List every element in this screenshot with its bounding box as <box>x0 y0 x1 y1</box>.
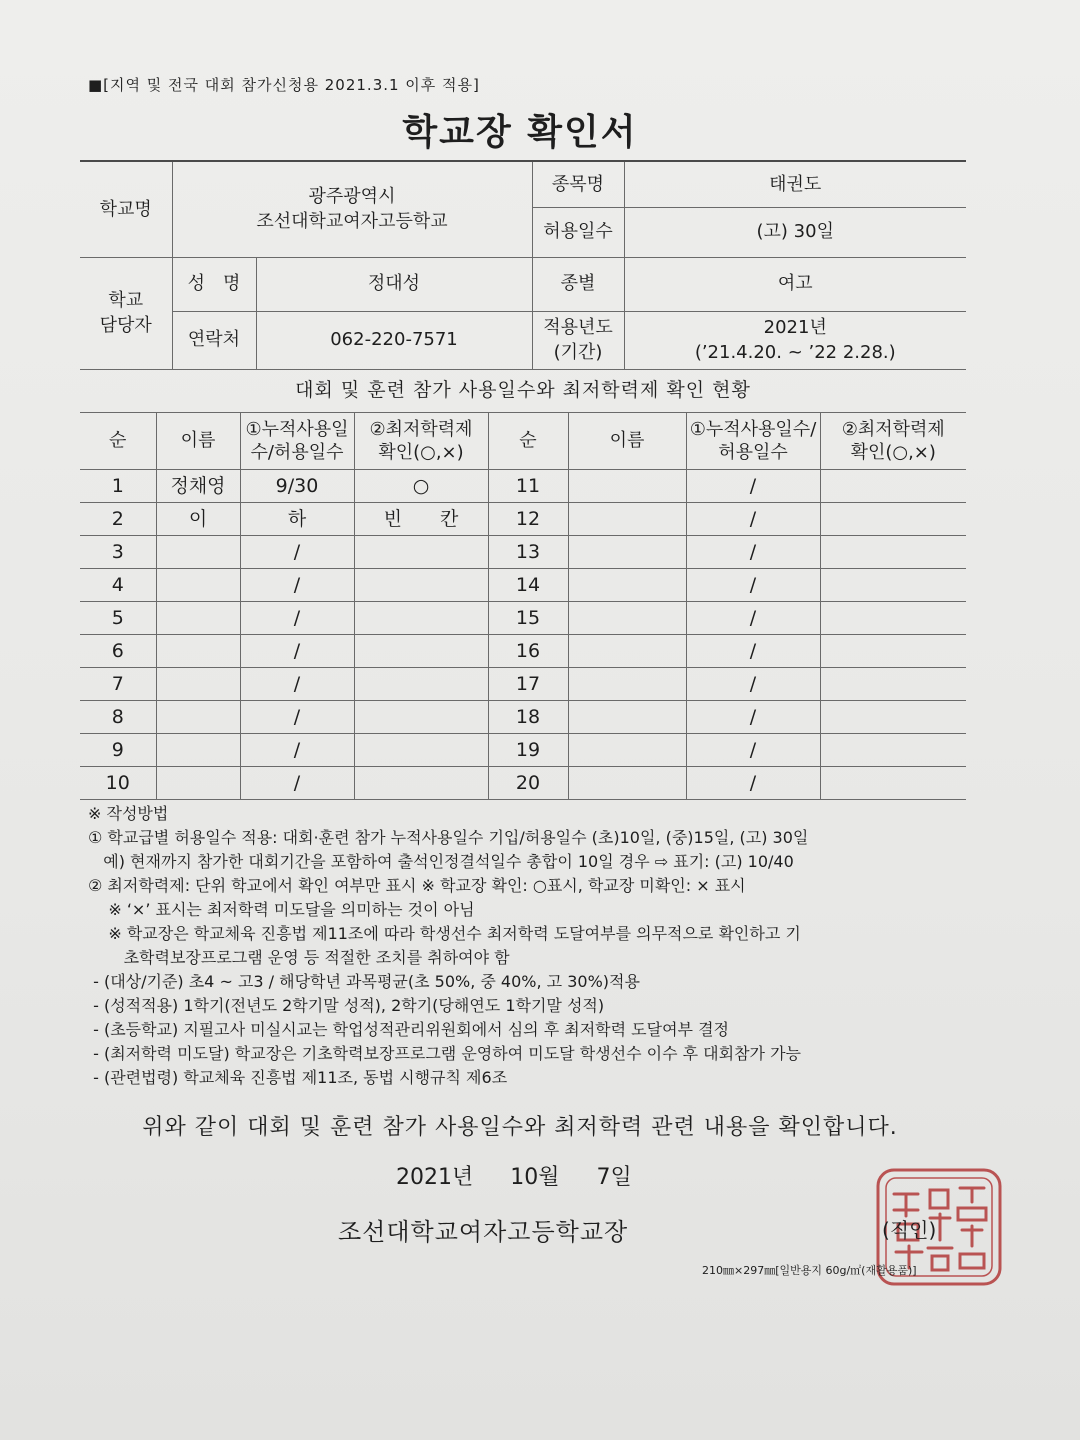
note-line: - (대상/기준) 초4 ~ 고3 / 해당학년 과목평균(초 50%, 중 40%, 고 30%)적용 <box>88 972 640 991</box>
header-days-right-line1: ①누적사용일수/ <box>689 418 817 440</box>
table-row <box>80 734 966 767</box>
table-row <box>80 536 966 569</box>
cell-no-left: 4 <box>80 569 156 602</box>
header-check-right-line2: 확인(○,×) <box>850 442 936 463</box>
cell-name-right <box>568 569 686 602</box>
cell-name-right <box>568 767 686 800</box>
cell-no-right: 13 <box>488 536 568 569</box>
cell-no-right: 17 <box>488 668 568 701</box>
table-row <box>80 503 966 536</box>
note-line: ※ 학교장은 학교체육 진흥법 제11조에 따라 학생선수 최저학력 도달여부를 의무적으로 확인하고 기 <box>88 924 801 943</box>
cell-days-left: / <box>240 635 354 668</box>
note-line: - (관련법령) 학교체육 진흥법 제11조, 동법 시행규칙 제6조 <box>88 1068 508 1087</box>
date-day: 7일 <box>596 1165 632 1190</box>
allowed-days-value: (고) 30일 <box>624 207 966 257</box>
cell-check-left: ○ <box>354 470 488 503</box>
cell-name-left <box>156 668 240 701</box>
cell-check-right <box>820 602 966 635</box>
cell-no-left: 8 <box>80 701 156 734</box>
school-name-line1: 광주광역시 <box>308 186 396 208</box>
note-line: - (최저학력 미도달) 학교장은 기초학력보장프로그램 운영하여 미도달 학생선수 이수 후 대회참가 가능 <box>88 1044 801 1063</box>
date-year: 2021년 <box>396 1165 474 1190</box>
cell-days-right: / <box>686 602 820 635</box>
cell-days-left: / <box>240 668 354 701</box>
cell-days-right: / <box>686 470 820 503</box>
cell-no-left: 5 <box>80 602 156 635</box>
note-line: - (성적적용) 1학기(전년도 2학기말 성적), 2학기(당해연도 1학기말 성적) <box>88 996 605 1015</box>
section-title: 대회 및 훈련 참가 사용일수와 최저학력제 확인 현황 <box>80 368 966 413</box>
principal-name: 조선대학교여자고등학교장 <box>338 1218 629 1246</box>
cell-name-right <box>568 470 686 503</box>
cell-no-right: 12 <box>488 503 568 536</box>
cell-days-left: / <box>240 569 354 602</box>
cell-no-left: 9 <box>80 734 156 767</box>
table-row <box>80 569 966 602</box>
contact-label: 연락처 <box>172 311 256 369</box>
header-no-left: 순 <box>80 413 156 470</box>
cell-name-left: 정채영 <box>156 470 240 503</box>
school-name-line2: 조선대학교여자고등학교 <box>256 211 448 233</box>
cell-check-left <box>354 734 488 767</box>
table-header-row <box>80 413 966 470</box>
cell-days-right: / <box>686 569 820 602</box>
year-label <box>532 311 624 369</box>
cell-name-left <box>156 536 240 569</box>
cell-no-left: 3 <box>80 536 156 569</box>
header-note: ■[지역 및 전국 대회 참가신청용 2021.3.1 이후 적용] <box>88 76 480 94</box>
cell-check-right <box>820 668 966 701</box>
note-line: ① 학교급별 허용일수 적용: 대회·훈련 참가 누적사용일수 기입/허용일수 (초)10일, (중)15일, (고) 30일 <box>88 828 809 847</box>
signature-date <box>396 1160 632 1191</box>
header-days-left-line1: ①누적사용일 <box>245 418 349 440</box>
header-check-right <box>820 413 966 470</box>
year-value <box>624 311 966 369</box>
cell-name-left <box>156 635 240 668</box>
cell-check-right <box>820 734 966 767</box>
name-value: 정대성 <box>256 257 532 311</box>
cell-check-left <box>354 602 488 635</box>
table-row <box>80 701 966 734</box>
cell-name-left <box>156 569 240 602</box>
cell-no-left: 2 <box>80 503 156 536</box>
cell-name-left <box>156 734 240 767</box>
cell-days-left: / <box>240 734 354 767</box>
school-label: 학교명 <box>80 161 172 257</box>
cell-no-right: 20 <box>488 767 568 800</box>
cell-days-left: / <box>240 602 354 635</box>
note-line: ② 최저학력제: 단위 학교에서 확인 여부만 표시 ※ 학교장 확인: ○표시, 학교장 미확인: × 표시 <box>88 876 746 895</box>
cell-check-left <box>354 767 488 800</box>
cell-check-right <box>820 767 966 800</box>
cell-days-left: / <box>240 701 354 734</box>
event-value: 태권도 <box>624 161 966 207</box>
category-label: 종별 <box>532 257 624 311</box>
header-days-right <box>686 413 820 470</box>
header-check-left-line2: 확인(○,×) <box>378 442 464 463</box>
cell-days-right: / <box>686 701 820 734</box>
cell-name-right <box>568 635 686 668</box>
cell-check-right <box>820 701 966 734</box>
cell-days-right: / <box>686 503 820 536</box>
cell-no-right: 18 <box>488 701 568 734</box>
info-table <box>80 160 966 370</box>
year-label-line2: (기간) <box>553 342 603 363</box>
cell-check-right <box>820 635 966 668</box>
cell-check-right <box>820 569 966 602</box>
cell-name-left <box>156 701 240 734</box>
cell-name-left <box>156 767 240 800</box>
note-line: - (초등학교) 지필고사 미실시교는 학업성적관리위원회에서 심의 후 최저학력 도달여부 결정 <box>88 1020 729 1039</box>
category-value: 여고 <box>624 257 966 311</box>
header-check-right-line1: ②최저학력제 <box>841 418 945 440</box>
cell-check-left <box>354 569 488 602</box>
cell-no-left: 10 <box>80 767 156 800</box>
header-check-left <box>354 413 488 470</box>
note-line: 예) 현재까지 참가한 대회기간을 포함하여 출석인정결석일수 총합이 10일 경우 ⇨ 표기: (고) 10/40 <box>88 852 794 871</box>
cell-name-left <box>156 602 240 635</box>
contact-value: 062-220-7571 <box>256 311 532 369</box>
date-month: 10월 <box>510 1165 560 1190</box>
cell-name-right <box>568 734 686 767</box>
cell-days-right: / <box>686 767 820 800</box>
cell-days-right: / <box>686 668 820 701</box>
cell-no-right: 14 <box>488 569 568 602</box>
cell-check-left <box>354 536 488 569</box>
allowed-days-label: 허용일수 <box>532 207 624 257</box>
cell-no-right: 15 <box>488 602 568 635</box>
cell-check-right <box>820 470 966 503</box>
cell-no-left: 7 <box>80 668 156 701</box>
cell-name-right <box>568 503 686 536</box>
cell-days-right: / <box>686 734 820 767</box>
cell-check-left: 빈 칸 <box>354 503 488 536</box>
cell-days-left: 9/30 <box>240 470 354 503</box>
document-title: 학교장 확인서 <box>402 112 638 153</box>
cell-name-right <box>568 602 686 635</box>
cell-check-right <box>820 503 966 536</box>
paper-spec: 210㎜×297㎜[일반용지 60g/㎡(재활용품)] <box>702 1264 917 1277</box>
note-line: ※ ‘×’ 표시는 최저학력 미도달을 의미하는 것이 아님 <box>88 900 475 919</box>
table-row <box>80 767 966 800</box>
cell-check-left <box>354 701 488 734</box>
note-line: ※ 작성방법 <box>88 804 169 823</box>
cell-days-left: / <box>240 536 354 569</box>
header-days-left <box>240 413 354 470</box>
cell-name-right <box>568 536 686 569</box>
table-row <box>80 668 966 701</box>
cell-no-right: 11 <box>488 470 568 503</box>
cell-check-left <box>354 635 488 668</box>
name-label: 성 명 <box>172 257 256 311</box>
table-row <box>80 470 966 503</box>
cell-days-left: 하 <box>240 503 354 536</box>
cell-no-left: 1 <box>80 470 156 503</box>
manager-label-line2: 담당자 <box>99 315 152 336</box>
records-table <box>80 412 966 800</box>
cell-no-left: 6 <box>80 635 156 668</box>
manager-label-line1: 학교 <box>108 289 144 311</box>
header-no-right: 순 <box>488 413 568 470</box>
cell-name-right <box>568 668 686 701</box>
cell-no-right: 16 <box>488 635 568 668</box>
manager-label <box>80 257 172 369</box>
header-name-left: 이름 <box>156 413 240 470</box>
school-name <box>172 161 532 257</box>
cell-days-right: / <box>686 635 820 668</box>
year-value-line2: (’21.4.20. ~ ’22 2.28.) <box>694 342 896 363</box>
cell-no-right: 19 <box>488 734 568 767</box>
event-label: 종목명 <box>532 161 624 207</box>
cell-name-right <box>568 701 686 734</box>
instructions <box>88 802 978 1090</box>
header-days-left-line2: 수/허용일수 <box>250 442 344 463</box>
header-name-right: 이름 <box>568 413 686 470</box>
cell-check-left <box>354 668 488 701</box>
cell-days-right: / <box>686 536 820 569</box>
note-line: 초학력보장프로그램 운영 등 적절한 조치를 취하여야 함 <box>88 948 510 967</box>
header-days-right-line2: 허용일수 <box>718 442 788 463</box>
table-row <box>80 635 966 668</box>
seal-label: (직인) <box>882 1218 937 1242</box>
cell-name-left: 이 <box>156 503 240 536</box>
header-check-left-line1: ②최저학력제 <box>369 418 473 440</box>
year-value-line1: 2021년 <box>763 316 827 338</box>
table-row <box>80 602 966 635</box>
year-label-line1: 적용년도 <box>543 316 613 338</box>
confirmation-text: 위와 같이 대회 및 훈련 참가 사용일수와 최저학력 관련 내용을 확인합니다. <box>142 1115 898 1140</box>
cell-check-right <box>820 536 966 569</box>
cell-days-left: / <box>240 767 354 800</box>
